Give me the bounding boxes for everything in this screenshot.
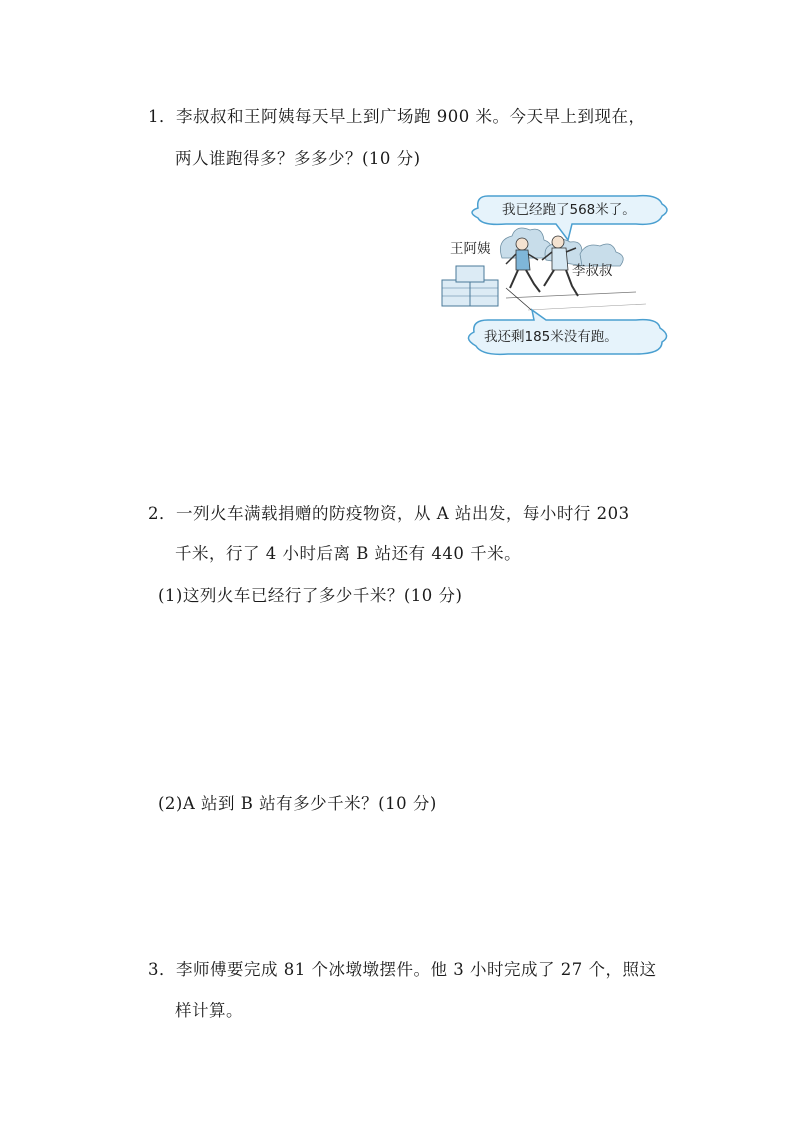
running-illustration: [436, 188, 672, 362]
question-1-line-2: 两人谁跑得多？多多少？(10 分): [175, 149, 421, 168]
question-2-sub-1: (1)这列火车已经行了多少千米？(10 分): [158, 586, 463, 605]
label-li: 李叔叔: [572, 263, 613, 279]
question-3-line-1: 3．李师傅要完成 81 个冰墩墩摆件。他 3 小时完成了 27 个，照这: [148, 960, 657, 979]
question-2-line-1: 2．一列火车满载捐赠的防疫物资，从 A 站出发，每小时行 203: [148, 504, 630, 523]
bubble-top-text: 我已经跑了568米了。: [502, 202, 636, 218]
label-wang: 王阿姨: [450, 241, 491, 257]
question-2-sub-2: (2)A 站到 B 站有多少千米？(10 分): [158, 794, 437, 813]
question-3-line-2: 样计算。: [175, 1001, 243, 1020]
question-2-line-2: 千米，行了 4 小时后离 B 站还有 440 千米。: [175, 544, 522, 563]
question-1-line-1: 1．李叔叔和王阿姨每天早上到广场跑 900 米。今天早上到现在，: [148, 107, 646, 126]
bubble-bottom-text: 我还剩185米没有跑。: [484, 329, 618, 345]
